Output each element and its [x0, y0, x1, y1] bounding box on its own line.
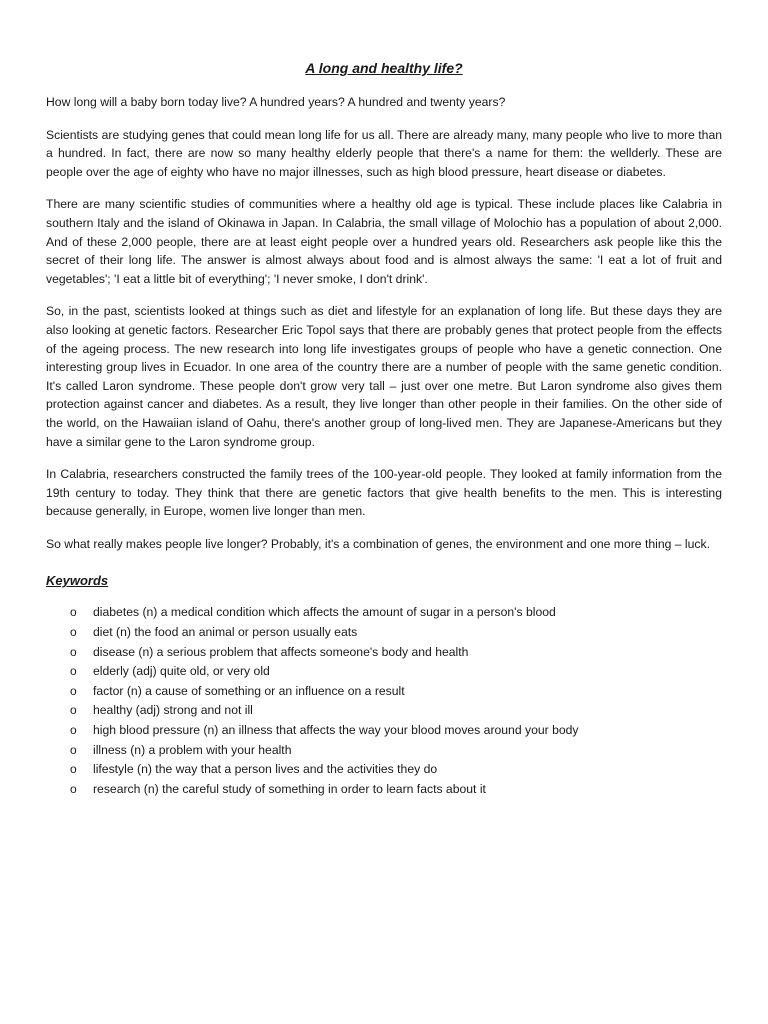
paragraph: So, in the past, scientists looked at things such as diet and lifestyle for an explanation of long life. But these days they are also looking at genetic factors. Researcher Eric Topol says that there are probably genes that protect people from the effects of the ageing process. The new research into long life investigates groups of people who have a genetic connection. One interesting group lives in Ecuador. In one area of the country there are a number of people with the same genetic condition. It's called Laron syndrome. These people don't grow very tall – just over one metre. But Laron syndrome also gives them protection against cancer and diabetes. As a result, they live longer than other people in their families. On the other side of the world, on the Hawaiian island of Oahu, there's another group of long-lived men. They are Japanese-Americans but they have a similar gene to the Laron syndrome group.: [46, 304, 722, 449]
paragraph: Scientists are studying genes that could mean long life for us all. There are already many, many people who live to more than a hundred. In fact, there are now so many healthy elderly people that there's a name for them: the wellderly. These are people over the age of eighty who have no major illnesses, such as high blood pressure, heart disease or diabetes.: [46, 127, 722, 179]
keyword-definition: lifestyle (n) the way that a person lives and the activities they do: [93, 762, 438, 777]
keyword-item: [70, 603, 722, 623]
keywords-heading: Keywords: [46, 573, 109, 589]
bullet-icon: o: [70, 644, 77, 659]
keyword-item: [70, 623, 722, 643]
bullet-icon: o: [70, 723, 77, 738]
keyword-item: [70, 760, 722, 780]
keyword-item: [70, 701, 722, 721]
keyword-item: [70, 643, 722, 663]
paragraph: In Calabria, researchers constructed the family trees of the 100-year-old people. They looked at family information from the 19th century to today. They think that there are genetic factors that give health benefits to the men. This is interesting because generally, in Europe, women live longer than men.: [46, 467, 722, 519]
keyword-definition: illness (n) a problem with your health: [93, 742, 292, 757]
bullet-icon: o: [70, 683, 77, 698]
keyword-definition: healthy (adj) strong and not ill: [93, 703, 253, 718]
paragraph: So what really makes people live longer? Probably, it's a combination of genes, the environment and one more thing – luck.: [46, 536, 710, 551]
bullet-icon: o: [70, 664, 77, 679]
keyword-item: [70, 780, 722, 800]
bullet-icon: o: [70, 625, 77, 640]
document-title: A long and healthy life?: [305, 60, 463, 76]
keyword-item: [70, 721, 722, 741]
bullet-icon: o: [70, 703, 77, 718]
keyword-definition: elderly (adj) quite old, or very old: [93, 664, 270, 679]
bullet-icon: o: [70, 781, 77, 796]
bullet-icon: o: [70, 762, 77, 777]
keyword-definition: diabetes (n) a medical condition which affects the amount of sugar in a person's blood: [93, 605, 556, 620]
paragraph: There are many scientific studies of communities where a healthy old age is typical. These include places like Calabria in southern Italy and the island of Okinawa in Japan. In Calabria, the small village of Molochio has a population of about 2,000. And of these 2,000 people, there are at least eight people over a hundred years old. Researchers ask people like this the secret of their long life. The answer is almost always about food and is almost always the same: 'I eat a lot of fruit and vegetables'; 'I eat a little bit of everything'; 'I never smoke, I don't drink'.: [46, 197, 722, 286]
keyword-item: [70, 662, 722, 682]
bullet-icon: o: [70, 742, 77, 757]
keyword-item: [70, 682, 722, 702]
document-page: [46, 58, 722, 799]
keyword-definition: high blood pressure (n) an illness that affects the way your blood moves around your body: [93, 723, 579, 738]
keyword-definition: diet (n) the food an animal or person usually eats: [93, 625, 358, 640]
keyword-definition: factor (n) a cause of something or an influence on a result: [93, 683, 405, 698]
keyword-definition: research (n) the careful study of something in order to learn facts about it: [93, 781, 486, 796]
keyword-definition: disease (n) a serious problem that affects someone's body and health: [93, 644, 469, 659]
keywords-list: [46, 603, 722, 799]
keyword-item: [70, 741, 722, 761]
paragraph: How long will a baby born today live? A hundred years? A hundred and twenty years?: [46, 95, 506, 109]
bullet-icon: o: [70, 605, 77, 620]
